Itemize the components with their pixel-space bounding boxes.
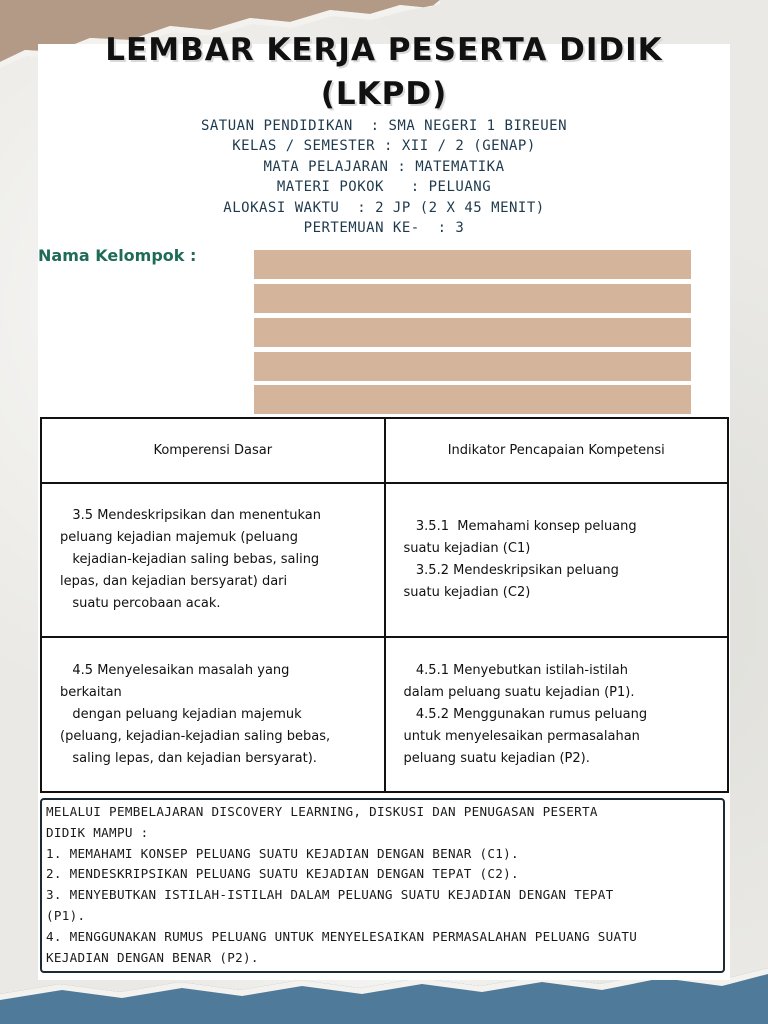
ipk-line: dalam peluang suatu kejadian (P1). [403, 684, 635, 700]
objective-line: 4. MENGGUNAKAN RUMUS PELUANG UNTUK MENYELESAIKAN PERMASALAHAN PELUANG SUATU [46, 928, 638, 944]
document-title: LEMBAR KERJA PESERTA DIDIK [105, 32, 663, 68]
objective-line: MELALUI PEMBELAJARAN DISCOVERY LEARNING, DISKUSI DAN PENUGASAN PESERTA [46, 804, 598, 819]
kd-line: saling lepas, dan kejadian bersyarat). [60, 750, 317, 766]
competency-table [40, 417, 729, 793]
group-member-field-5[interactable] [254, 385, 691, 414]
kd-line: (peluang, kejadian-kejadian saling bebas, [60, 728, 331, 744]
kd-line: kejadian-kejadian saling bebas, saling [60, 552, 320, 567]
info-line-alokasi-waktu: ALOKASI WAKTU : 2 JP (2 X 45 MENIT) [223, 199, 545, 216]
ipk-line: 3.5.2 Mendeskripsikan peluang [403, 563, 619, 578]
ipk-line: 4.5.1 Menyebutkan istilah-istilah [403, 662, 628, 678]
kd-cell [41, 637, 385, 792]
ipk-line: untuk menyelesaikan permasalahan [403, 728, 640, 744]
ipk-line: 4.5.2 Menggunakan rumus peluang [403, 706, 648, 722]
kd-line: lepas, dan kejadian bersyarat) dari [60, 574, 288, 589]
ipk-line: 3.5.1 Memahami konsep peluang [403, 519, 637, 534]
objective-line: KEJADIAN DENGAN BENAR (P2). [46, 949, 259, 965]
identity-info-block [0, 116, 768, 238]
header-indikator: Indikator Pencapaian Kompetensi [385, 418, 729, 483]
info-line-kelas-semester: KELAS / SEMESTER : XII / 2 (GENAP) [232, 138, 536, 155]
ipk-cell [385, 637, 729, 792]
kd-line: suatu percobaan acak. [60, 596, 221, 611]
ipk-line: suatu kejadian (C2) [403, 585, 531, 600]
learning-objectives-box [40, 798, 725, 973]
objective-line: (P1). [46, 907, 86, 923]
objective-line: 3. MENYEBUTKAN ISTILAH-ISTILAH DALAM PELUANG SUATU KEJADIAN DENGAN TEPAT [46, 887, 614, 903]
objective-line: 2. MENDESKRIPSIKAN PELUANG SUATU KEJADIAN DENGAN TEPAT (C2). [46, 866, 519, 882]
kd-line: peluang kejadian majemuk (peluang [60, 530, 298, 545]
header-kompetensi-dasar: Komperensi Dasar [41, 418, 385, 483]
objective-line: DIDIK MAMPU : [46, 824, 149, 840]
group-member-field-4[interactable] [254, 352, 691, 381]
info-line-mata-pelajaran: MATA PELAJARAN : MATEMATIKA [263, 158, 505, 175]
table-header-row [41, 418, 728, 483]
info-line-pertemuan: PERTEMUAN KE- : 3 [303, 220, 465, 237]
table-row [41, 483, 728, 637]
group-member-field-3[interactable] [254, 318, 691, 347]
kd-line: 4.5 Menyelesaikan masalah yang [60, 662, 290, 678]
kd-line: 3.5 Mendeskripsikan dan menentukan [60, 508, 322, 523]
table-row [41, 637, 728, 792]
group-member-field-2[interactable] [254, 284, 691, 313]
document-subtitle: (LKPD) [320, 76, 448, 112]
kd-cell [41, 483, 385, 637]
ipk-line: peluang suatu kejadian (P2). [403, 750, 590, 766]
ipk-cell [385, 483, 729, 637]
group-member-field-1[interactable] [254, 250, 691, 279]
group-name-label: Nama Kelompok : [38, 246, 197, 265]
kd-line: berkaitan [60, 684, 122, 700]
info-line-materi-pokok: MATERI POKOK : PELUANG [276, 179, 492, 196]
ipk-line: suatu kejadian (C1) [403, 541, 531, 556]
objective-line: 1. MEMAHAMI KONSEP PELUANG SUATU KEJADIAN DENGAN BENAR (C1). [46, 845, 519, 861]
info-line-satuan-pendidikan: SATUAN PENDIDIKAN : SMA NEGERI 1 BIREUEN [200, 118, 568, 134]
kd-line: dengan peluang kejadian majemuk [60, 706, 302, 722]
